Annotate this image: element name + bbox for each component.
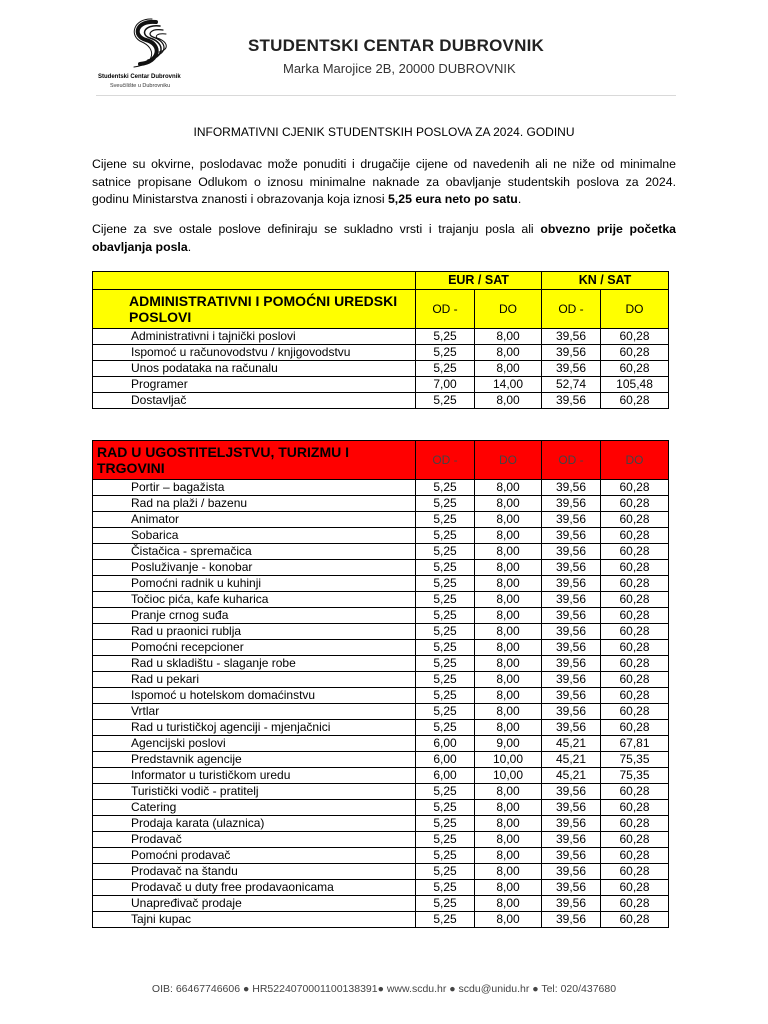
eur-from-cell: 6,00 [416, 752, 475, 768]
table-row [93, 560, 669, 576]
kn-to-cell: 60,28 [601, 848, 669, 864]
eur-from-cell: 5,25 [416, 496, 475, 512]
kn-from-cell: 39,56 [542, 512, 601, 528]
eur-to-header: DO [475, 290, 542, 329]
kn-to-cell: 60,28 [601, 345, 669, 361]
eur-to-cell: 8,00 [475, 688, 542, 704]
job-name-cell: Prodavač na štandu [93, 864, 416, 880]
table-header-row [93, 272, 669, 290]
kn-from-cell: 39,56 [542, 496, 601, 512]
kn-to-cell: 60,28 [601, 329, 669, 345]
eur-from-header: OD - [416, 441, 475, 480]
table-row [93, 752, 669, 768]
kn-to-cell: 60,28 [601, 608, 669, 624]
kn-to-cell: 60,28 [601, 656, 669, 672]
job-name-cell: Animator [93, 512, 416, 528]
eur-to-header: DO [475, 441, 542, 480]
kn-to-cell: 60,28 [601, 512, 669, 528]
eur-to-cell: 10,00 [475, 752, 542, 768]
kn-to-cell: 60,28 [601, 720, 669, 736]
eur-to-cell: 8,00 [475, 624, 542, 640]
table-row [93, 704, 669, 720]
kn-from-cell: 39,56 [542, 656, 601, 672]
kn-from-cell: 39,56 [542, 848, 601, 864]
kn-to-cell: 60,28 [601, 560, 669, 576]
table-row [93, 329, 669, 345]
eur-to-cell: 8,00 [475, 880, 542, 896]
eur-from-cell: 5,25 [416, 480, 475, 496]
eur-to-cell: 8,00 [475, 800, 542, 816]
eur-to-cell: 8,00 [475, 720, 542, 736]
kn-to-cell: 60,28 [601, 361, 669, 377]
document-title: INFORMATIVNI CJENIK STUDENTSKIH POSLOVA ZA 2024. GODINU [193, 125, 575, 139]
job-name-cell: Rad u pekari [93, 672, 416, 688]
table-row [93, 624, 669, 640]
eur-from-cell: 5,25 [416, 656, 475, 672]
eur-from-cell: 5,25 [416, 720, 475, 736]
job-name-cell: Turistički vodič - pratitelj [93, 784, 416, 800]
kn-to-cell: 60,28 [601, 592, 669, 608]
eur-to-cell: 8,00 [475, 656, 542, 672]
kn-from-cell: 39,56 [542, 576, 601, 592]
logo-subtitle: Sveučilište u Dubrovniku [110, 83, 171, 89]
kn-from-header: OD - [542, 290, 601, 329]
kn-to-cell: 60,28 [601, 912, 669, 928]
note-end: . [187, 239, 192, 254]
job-name-cell: Pomoćni recepcioner [93, 640, 416, 656]
eur-to-cell: 8,00 [475, 496, 542, 512]
kn-to-cell: 60,28 [601, 496, 669, 512]
eur-from-cell: 5,25 [416, 624, 475, 640]
job-name-cell: Informator u turističkom uredu [93, 768, 416, 784]
kn-from-cell: 39,56 [542, 672, 601, 688]
table-row [93, 688, 669, 704]
eur-to-cell: 8,00 [475, 480, 542, 496]
job-name-cell: Prodaja karata (ulaznica) [93, 816, 416, 832]
table-row [93, 800, 669, 816]
table-row [93, 784, 669, 800]
kn-from-cell: 39,56 [542, 896, 601, 912]
kn-from-cell: 39,56 [542, 832, 601, 848]
eur-to-cell: 8,00 [475, 393, 542, 409]
job-name-cell: Pomoćni radnik u kuhinji [93, 576, 416, 592]
table-subheader-row [93, 290, 669, 329]
kn-from-cell: 39,56 [542, 624, 601, 640]
kn-from-cell: 39,56 [542, 704, 601, 720]
table-row [93, 377, 669, 393]
eur-from-cell: 5,25 [416, 896, 475, 912]
eur-to-cell: 8,00 [475, 608, 542, 624]
eur-from-cell: 5,25 [416, 560, 475, 576]
eur-from-cell: 6,00 [416, 768, 475, 784]
section-title: ADMINISTRATIVNI I POMOĆNI UREDSKI POSLOVI [93, 290, 416, 329]
kn-from-cell: 39,56 [542, 329, 601, 345]
eur-to-cell: 14,00 [475, 377, 542, 393]
eur-to-cell: 8,00 [475, 512, 542, 528]
job-name-cell: Rad u praonici rublja [93, 624, 416, 640]
eur-to-cell: 8,00 [475, 816, 542, 832]
kn-from-cell: 39,56 [542, 592, 601, 608]
eur-to-cell: 8,00 [475, 848, 542, 864]
kn-to-cell: 75,35 [601, 768, 669, 784]
eur-from-cell: 5,25 [416, 880, 475, 896]
table-row [93, 544, 669, 560]
table-row [93, 512, 669, 528]
job-name-cell: Pomoćni prodavač [93, 848, 416, 864]
kn-to-cell: 60,28 [601, 393, 669, 409]
eur-to-cell: 8,00 [475, 912, 542, 928]
header-empty-cell [93, 272, 416, 290]
eur-from-cell: 7,00 [416, 377, 475, 393]
kn-from-cell: 39,56 [542, 361, 601, 377]
organization-name: STUDENTSKI CENTAR DUBROVNIK [248, 36, 544, 55]
kn-to-cell: 105,48 [601, 377, 669, 393]
table-row [93, 496, 669, 512]
eur-from-cell: 5,25 [416, 688, 475, 704]
kn-to-cell: 60,28 [601, 672, 669, 688]
job-name-cell: Pranje crnog suđa [93, 608, 416, 624]
eur-from-cell: 5,25 [416, 576, 475, 592]
kn-to-cell: 75,35 [601, 752, 669, 768]
table-row [93, 880, 669, 896]
job-name-cell: Rad u skladištu - slaganje robe [93, 656, 416, 672]
kn-to-cell: 67,81 [601, 736, 669, 752]
eur-from-cell: 5,25 [416, 784, 475, 800]
eur-from-header: OD - [416, 290, 475, 329]
eur-from-cell: 5,25 [416, 393, 475, 409]
eur-from-cell: 5,25 [416, 640, 475, 656]
job-name-cell: Posluživanje - konobar [93, 560, 416, 576]
eur-from-cell: 5,25 [416, 329, 475, 345]
job-name-cell: Vrtlar [93, 704, 416, 720]
kn-to-cell: 60,28 [601, 784, 669, 800]
note-text: Cijene za sve ostale poslove definiraju se sukladno vrsti i trajanju posla ali [92, 222, 541, 236]
eur-from-cell: 5,25 [416, 345, 475, 361]
eur-to-cell: 8,00 [475, 592, 542, 608]
eur-from-cell: 5,25 [416, 816, 475, 832]
table-row [93, 832, 669, 848]
footer-contact: OIB: 66467746606 ● HR5224070001100138391● www.scdu.hr ● scdu@unidu.hr ● Tel: 020/437680 [151, 983, 617, 995]
eur-from-cell: 5,25 [416, 800, 475, 816]
eur-to-cell: 8,00 [475, 896, 542, 912]
eur-to-cell: 8,00 [475, 544, 542, 560]
kn-from-cell: 39,56 [542, 393, 601, 409]
scd-logo-icon [122, 18, 182, 70]
table-row [93, 656, 669, 672]
table-row [93, 592, 669, 608]
kn-from-cell: 39,56 [542, 784, 601, 800]
eur-from-cell: 5,25 [416, 672, 475, 688]
kn-to-cell: 60,28 [601, 800, 669, 816]
eur-to-cell: 8,00 [475, 784, 542, 800]
eur-from-cell: 5,25 [416, 528, 475, 544]
table-row [93, 345, 669, 361]
kn-to-cell: 60,28 [601, 624, 669, 640]
eur-to-cell: 8,00 [475, 560, 542, 576]
kn-from-cell: 39,56 [542, 544, 601, 560]
table-row [93, 720, 669, 736]
eur-to-cell: 8,00 [475, 672, 542, 688]
job-name-cell: Predstavnik agencije [93, 752, 416, 768]
table-row [93, 768, 669, 784]
kn-to-cell: 60,28 [601, 688, 669, 704]
eur-to-cell: 8,00 [475, 704, 542, 720]
table-row [93, 393, 669, 409]
hospitality-price-table [92, 440, 669, 928]
kn-from-cell: 39,56 [542, 816, 601, 832]
table-row [93, 896, 669, 912]
job-name-cell: Prodavač [93, 832, 416, 848]
eur-to-cell: 8,00 [475, 832, 542, 848]
kn-from-cell: 39,56 [542, 688, 601, 704]
kn-to-cell: 60,28 [601, 704, 669, 720]
eur-from-cell: 5,25 [416, 592, 475, 608]
kn-to-cell: 60,28 [601, 544, 669, 560]
kn-from-cell: 39,56 [542, 345, 601, 361]
eur-from-cell: 5,25 [416, 912, 475, 928]
kn-from-header: OD - [542, 441, 601, 480]
table-row [93, 528, 669, 544]
table-row [93, 864, 669, 880]
job-name-cell: Rad na plaži / bazenu [93, 496, 416, 512]
kn-to-cell: 60,28 [601, 480, 669, 496]
table-row [93, 480, 669, 496]
admin-price-table [92, 271, 669, 409]
organization-address: Marka Marojice 2B, 20000 DUBROVNIK [283, 61, 516, 76]
eur-to-cell: 8,00 [475, 345, 542, 361]
kn-from-cell: 45,21 [542, 768, 601, 784]
kn-from-cell: 39,56 [542, 800, 601, 816]
header-divider [96, 95, 676, 96]
eur-to-cell: 8,00 [475, 528, 542, 544]
eur-to-cell: 8,00 [475, 640, 542, 656]
logo-name: Studentski Centar Dubrovnik [98, 74, 181, 80]
kn-to-cell: 60,28 [601, 880, 669, 896]
intro-paragraph [92, 156, 676, 209]
kn-from-cell: 39,56 [542, 880, 601, 896]
eur-from-cell: 5,25 [416, 832, 475, 848]
eur-from-cell: 5,25 [416, 512, 475, 528]
table-row [93, 848, 669, 864]
eur-to-cell: 8,00 [475, 864, 542, 880]
intro-end: . [517, 192, 522, 206]
kn-from-cell: 52,74 [542, 377, 601, 393]
kn-header: KN / SAT [542, 272, 669, 290]
job-name-cell: Tajni kupac [93, 912, 416, 928]
job-name-cell: Ispomoć u računovodstvu / knjigovodstvu [93, 345, 416, 361]
eur-from-cell: 5,25 [416, 544, 475, 560]
eur-from-cell: 5,25 [416, 361, 475, 377]
kn-to-cell: 60,28 [601, 528, 669, 544]
kn-from-cell: 39,56 [542, 608, 601, 624]
job-name-cell: Unapređivač prodaje [93, 896, 416, 912]
job-name-cell: Prodavač u duty free prodavaonicama [93, 880, 416, 896]
kn-from-cell: 39,56 [542, 528, 601, 544]
eur-from-cell: 5,25 [416, 608, 475, 624]
eur-to-cell: 8,00 [475, 329, 542, 345]
note-bold: obvezno prije početka obavljanja posla [92, 222, 677, 254]
eur-from-cell: 5,25 [416, 704, 475, 720]
kn-to-header: DO [601, 290, 669, 329]
kn-from-cell: 45,21 [542, 736, 601, 752]
kn-to-cell: 60,28 [601, 576, 669, 592]
job-name-cell: Portir – bagažista [93, 480, 416, 496]
kn-to-cell: 60,28 [601, 864, 669, 880]
job-name-cell: Točioc pića, kafe kuharica [93, 592, 416, 608]
kn-from-cell: 39,56 [542, 560, 601, 576]
job-name-cell: Catering [93, 800, 416, 816]
logo [98, 18, 208, 93]
eur-from-cell: 5,25 [416, 848, 475, 864]
eur-to-cell: 9,00 [475, 736, 542, 752]
eur-to-cell: 8,00 [475, 361, 542, 377]
job-name-cell: Administrativni i tajnički poslovi [93, 329, 416, 345]
job-name-cell: Rad u turističkoj agenciji - mjenjačnici [93, 720, 416, 736]
table-row [93, 912, 669, 928]
table-row [93, 736, 669, 752]
eur-from-cell: 5,25 [416, 864, 475, 880]
job-name-cell: Čistačica - spremačica [93, 544, 416, 560]
intro-bold: 5,25 eura neto po satu [387, 192, 518, 206]
job-name-cell: Ispomoć u hotelskom domaćinstvu [93, 688, 416, 704]
kn-from-cell: 39,56 [542, 864, 601, 880]
kn-to-cell: 60,28 [601, 816, 669, 832]
job-name-cell: Dostavljač [93, 393, 416, 409]
table-row [93, 816, 669, 832]
kn-to-header: DO [601, 441, 669, 480]
kn-to-cell: 60,28 [601, 640, 669, 656]
kn-from-cell: 39,56 [542, 912, 601, 928]
table-row [93, 640, 669, 656]
note-paragraph [92, 221, 676, 256]
table-row [93, 608, 669, 624]
job-name-cell: Unos podataka na računalu [93, 361, 416, 377]
eur-to-cell: 8,00 [475, 576, 542, 592]
kn-from-cell: 39,56 [542, 640, 601, 656]
eur-to-cell: 10,00 [475, 768, 542, 784]
kn-to-cell: 60,28 [601, 896, 669, 912]
table-row [93, 576, 669, 592]
intro-text: Cijene su okvirne, poslodavac može ponuditi i drugačije cijene od navedenih ali ne niže od minimalne satnice propisane Odlukom o iznosu minimalne naknade za obavljanje studentskih poslova za 2024. godinu Ministarstva znanosti i obrazovanja koja iznosi [92, 157, 676, 206]
kn-to-cell: 60,28 [601, 832, 669, 848]
job-name-cell: Agencijski poslovi [93, 736, 416, 752]
eur-from-cell: 6,00 [416, 736, 475, 752]
eur-header: EUR / SAT [416, 272, 542, 290]
job-name-cell: Sobarica [93, 528, 416, 544]
table-subheader-row [93, 441, 669, 480]
kn-from-cell: 39,56 [542, 720, 601, 736]
kn-from-cell: 39,56 [542, 480, 601, 496]
table-row [93, 361, 669, 377]
job-name-cell: Programer [93, 377, 416, 393]
kn-from-cell: 45,21 [542, 752, 601, 768]
section-title: RAD U UGOSTITELJSTVU, TURIZMU I TRGOVINI [93, 441, 416, 480]
table-row [93, 672, 669, 688]
